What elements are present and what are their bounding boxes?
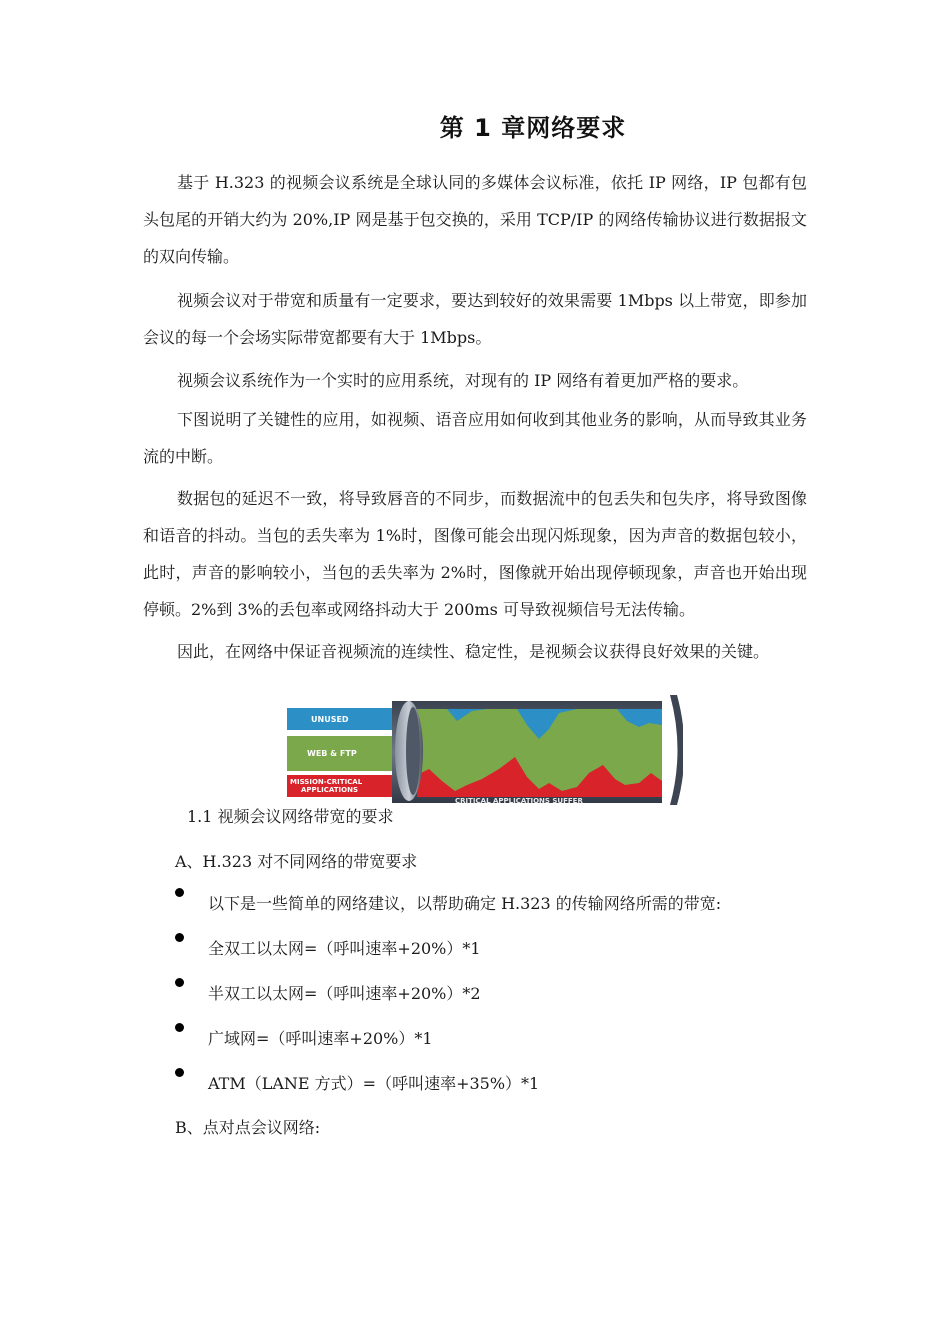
- label-mission-critical: MISSION-CRITICAL: [290, 778, 363, 786]
- bandwidth-pipe-figure: [287, 695, 683, 805]
- paragraph-conclusion: 因此，在网络中保证音视频流的连续性、稳定性，是视频会议获得良好效果的关键。: [177, 642, 770, 661]
- bullet-dot-icon: [175, 978, 184, 987]
- paragraph-intro: 基于 H.323 的视频会议系统是全球认同的多媒体会议标准，依托 IP 网络，IP 包都有包头包尾的开销大约为 20%,IP 网是基于包交换的，采用 TCP/IP 的网络传输协议进行数据报文的双向传输。: [143, 173, 807, 266]
- bullet-dot-icon: [175, 1023, 184, 1032]
- label-applications: APPLICATIONS: [301, 786, 358, 794]
- page-title: 第 1 章网络要求: [439, 114, 627, 142]
- label-critical-suffer: CRITICAL APPLICATIONS SUFFER: [455, 797, 583, 805]
- label-web-ftp: WEB & FTP: [307, 749, 357, 758]
- pipe-exit-cap: [670, 695, 683, 805]
- section-heading: 1.1 视频会议网络带宽的要求: [187, 807, 394, 826]
- bullet-dot-icon: [175, 933, 184, 942]
- bullet-dot-icon: [175, 888, 184, 897]
- label-unused: UNUSED: [311, 715, 349, 724]
- paragraph-figure-intro: 下图说明了关键性的应用，如视频、语音应用如何收到其他业务的影响，从而导致其业务流的中断。: [143, 410, 807, 466]
- subsection-b-label: B、点对点会议网络:: [175, 1118, 321, 1137]
- paragraph-packet-loss: 数据包的延迟不一致，将导致唇音的不同步，而数据流中的包丢失和包失序，将导致图像和语音的抖动。当包的丢失率为 1%时，图像可能会出现闪烁现象，因为声音的数据包较小，此时，声音的影响较小，当包的丢失率为 2%时，图像就开始出现停顿现象，声音也开始出现停顿。2%到 3%的丢包率或网络抖动大于 200ms 可导致视频信号无法传输。: [143, 489, 807, 619]
- bullet-dot-icon: [175, 1068, 184, 1077]
- paragraph-realtime: 视频会议系统作为一个实时的应用系统，对现有的 IP 网络有着更加严格的要求。: [177, 371, 749, 390]
- paragraph-bandwidth: 视频会议对于带宽和质量有一定要求，要达到较好的效果需要 1Mbps 以上带宽，即参加会议的每一个会场实际带宽都要有大于 1Mbps。: [143, 291, 807, 347]
- subsection-a-label: A、H.323 对不同网络的带宽要求: [175, 852, 418, 871]
